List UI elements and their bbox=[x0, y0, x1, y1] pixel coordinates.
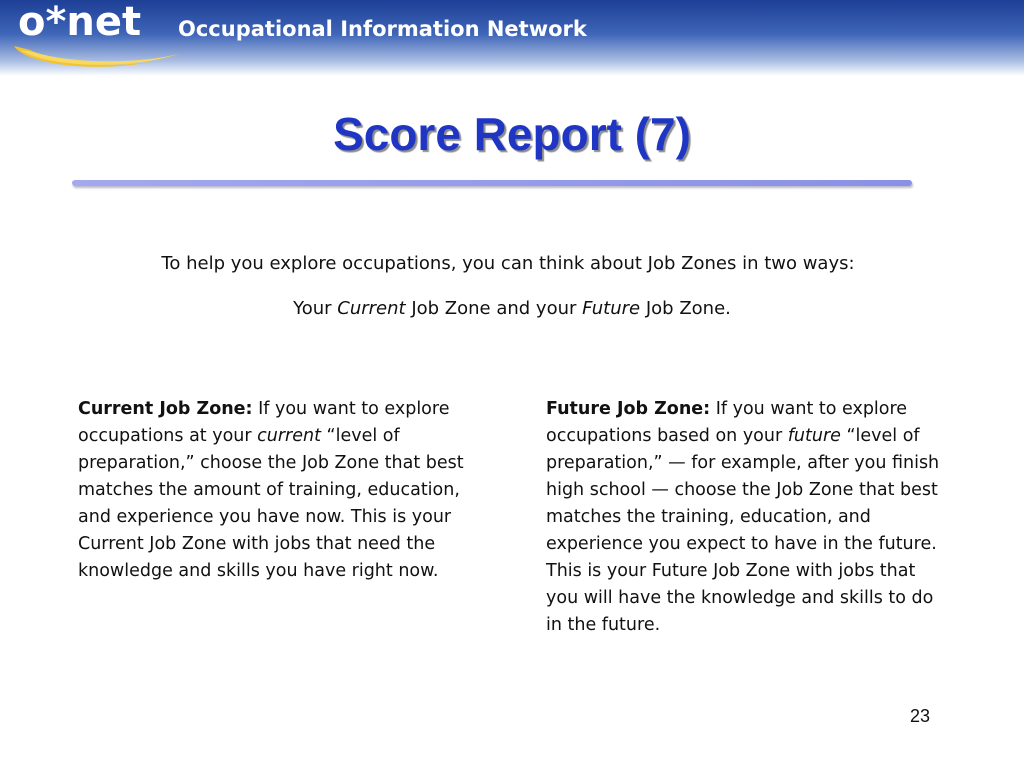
onet-logo: o*net bbox=[18, 0, 142, 45]
network-title: Occupational Information Network bbox=[178, 17, 587, 41]
current-job-zone-paragraph: Current Job Zone: If you want to explore occupations at your current “level of preparation,” choose the Job Zone that best matches the amount of training, education, and experience you have now. This is your Current Job Zone with jobs that need the knowledge and skills you have right now. bbox=[78, 399, 464, 581]
future-job-zone-heading: Future Job Zone: bbox=[546, 399, 711, 419]
current-job-zone-heading: Current Job Zone: bbox=[78, 399, 253, 419]
page-number: 23 bbox=[909, 706, 930, 726]
title-divider bbox=[72, 180, 912, 186]
intro-line-1: To help you explore occupations, you can think about Job Zones in two ways: bbox=[161, 253, 855, 274]
slide-title: Score Report (7) bbox=[333, 108, 691, 160]
intro-line-2: Your Current Job Zone and your Future Job Zone. bbox=[293, 298, 731, 319]
future-job-zone-paragraph: Future Job Zone: If you want to explore occupations based on your future “level of preparation,” — for example, after you finish high school — choose the Job Zone that best matches the training, education, and experience you expect to have in the future. This is your Future Job Zone with jobs that you will have the knowledge and skills to do in the future. bbox=[546, 399, 940, 635]
onet-header-banner bbox=[0, 0, 1024, 76]
